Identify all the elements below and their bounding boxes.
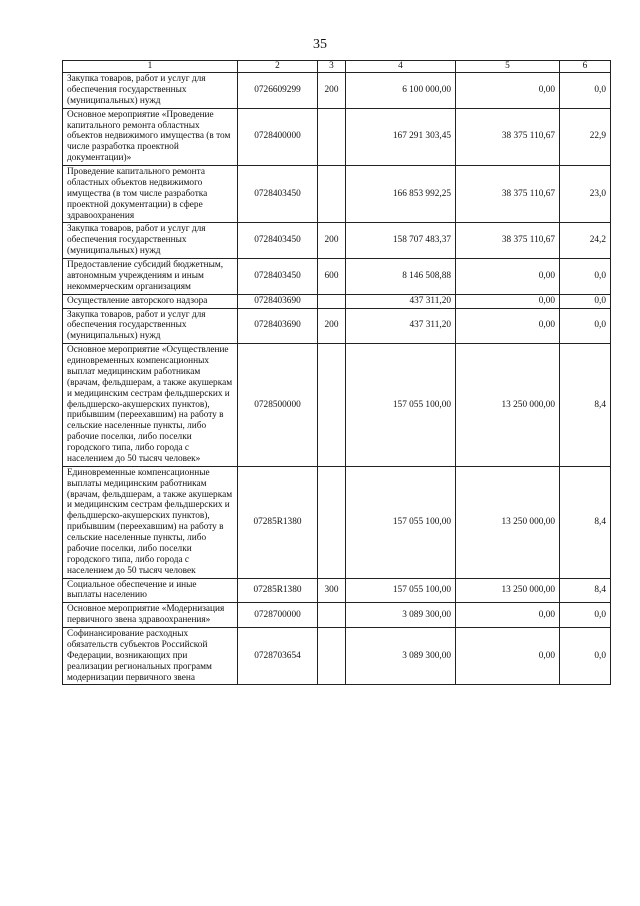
- target-code-cell: 07285R1380: [238, 578, 318, 603]
- actual-amount-cell: 38 375 110,67: [456, 166, 560, 223]
- page-number: 35: [313, 37, 327, 52]
- row-name-cell: Проведение капитального ремонта областных объектов недвижимого имущества (в том числе разработка проектной документации) в сфере здравоохранения: [63, 166, 238, 223]
- execution-percent-cell: 0,0: [560, 294, 611, 308]
- row-name-cell: Единовременные компенсационные выплаты медицинским работникам (врачам, фельдшерам, а также акушеркам и медицинским сестрам фельдшерских и фельдшерско-акушерских пунктов), прибывшим (переехавшим) на работу в сельские населенные пункты, либо рабочие поселки, либо поселки городского типа, либо города с населением до 50 тысяч человек: [63, 466, 238, 578]
- expense-type-cell: 200: [318, 223, 346, 259]
- target-code-cell: 0728500000: [238, 344, 318, 467]
- table-row: [63, 108, 611, 165]
- actual-amount-cell: 0,00: [456, 603, 560, 628]
- row-name-cell: Закупка товаров, работ и услуг для обеспечения государственных (муниципальных) нужд: [63, 308, 238, 344]
- planned-amount-cell: 157 055 100,00: [346, 578, 456, 603]
- planned-amount-cell: 157 055 100,00: [346, 466, 456, 578]
- planned-amount-cell: 8 146 508,88: [346, 259, 456, 295]
- planned-amount-cell: 167 291 303,45: [346, 108, 456, 165]
- planned-amount-cell: 6 100 000,00: [346, 73, 456, 109]
- expense-type-cell: [318, 344, 346, 467]
- target-code-cell: 0728700000: [238, 603, 318, 628]
- column-header: 6: [560, 61, 611, 73]
- expense-type-cell: [318, 466, 346, 578]
- execution-percent-cell: 24,2: [560, 223, 611, 259]
- actual-amount-cell: 0,00: [456, 308, 560, 344]
- row-name-cell: Основное мероприятие «Проведение капитального ремонта областных объектов недвижимого имущества (в том числе разработка проектной документации)»: [63, 108, 238, 165]
- table-row: [63, 294, 611, 308]
- target-code-cell: 0726609299: [238, 73, 318, 109]
- planned-amount-cell: 437 311,20: [346, 294, 456, 308]
- planned-amount-cell: 166 853 992,25: [346, 166, 456, 223]
- row-name-cell: Закупка товаров, работ и услуг для обеспечения государственных (муниципальных) нужд: [63, 223, 238, 259]
- table-row: [63, 223, 611, 259]
- execution-percent-cell: 0,0: [560, 628, 611, 685]
- actual-amount-cell: 13 250 000,00: [456, 578, 560, 603]
- table-row: [63, 603, 611, 628]
- planned-amount-cell: 158 707 483,37: [346, 223, 456, 259]
- actual-amount-cell: 13 250 000,00: [456, 344, 560, 467]
- target-code-cell: 0728403450: [238, 259, 318, 295]
- actual-amount-cell: 0,00: [456, 294, 560, 308]
- target-code-cell: 0728400000: [238, 108, 318, 165]
- target-code-cell: 0728403690: [238, 308, 318, 344]
- expense-type-cell: [318, 628, 346, 685]
- target-code-cell: 0728403450: [238, 166, 318, 223]
- row-name-cell: Софинансирование расходных обязательств субъектов Российской Федерации, возникающих при реализации региональных программ модернизации первичного звена: [63, 628, 238, 685]
- target-code-cell: 0728703654: [238, 628, 318, 685]
- actual-amount-cell: 0,00: [456, 628, 560, 685]
- expense-type-cell: [318, 603, 346, 628]
- actual-amount-cell: 13 250 000,00: [456, 466, 560, 578]
- column-header: 5: [456, 61, 560, 73]
- row-name-cell: Социальное обеспечение и иные выплаты населению: [63, 578, 238, 603]
- column-header: 4: [346, 61, 456, 73]
- expense-type-cell: 300: [318, 578, 346, 603]
- table-row: [63, 259, 611, 295]
- planned-amount-cell: 437 311,20: [346, 308, 456, 344]
- expense-type-cell: 200: [318, 73, 346, 109]
- target-code-cell: 07285R1380: [238, 466, 318, 578]
- execution-percent-cell: 0,0: [560, 259, 611, 295]
- table-row: [63, 466, 611, 578]
- table-row: [63, 344, 611, 467]
- actual-amount-cell: 0,00: [456, 73, 560, 109]
- target-code-cell: 0728403450: [238, 223, 318, 259]
- execution-percent-cell: 8,4: [560, 578, 611, 603]
- table-row: [63, 308, 611, 344]
- execution-percent-cell: 23,0: [560, 166, 611, 223]
- row-name-cell: Предоставление субсидий бюджетным, автономным учреждениям и иным некоммерческим организациям: [63, 259, 238, 295]
- planned-amount-cell: 157 055 100,00: [346, 344, 456, 467]
- actual-amount-cell: 0,00: [456, 259, 560, 295]
- expense-type-cell: [318, 294, 346, 308]
- budget-table: [62, 60, 611, 685]
- execution-percent-cell: 0,0: [560, 603, 611, 628]
- actual-amount-cell: 38 375 110,67: [456, 108, 560, 165]
- execution-percent-cell: 8,4: [560, 466, 611, 578]
- execution-percent-cell: 0,0: [560, 308, 611, 344]
- expense-type-cell: 200: [318, 308, 346, 344]
- column-header: 2: [238, 61, 318, 73]
- column-header: 3: [318, 61, 346, 73]
- row-name-cell: Закупка товаров, работ и услуг для обеспечения государственных (муниципальных) нужд: [63, 73, 238, 109]
- row-name-cell: Основное мероприятие «Осуществление единовременных компенсационных выплат медицинским работникам (врачам, фельдшерам, а также акушеркам и медицинским сестрам фельдшерских и фельдшерско-акушерских пунктов), прибывшим (переехавшим) на работу в сельские населенные пункты, либо рабочие поселки, либо поселки городского типа, либо города с населением до 50 тысяч человек»: [63, 344, 238, 467]
- planned-amount-cell: 3 089 300,00: [346, 603, 456, 628]
- expense-type-cell: [318, 108, 346, 165]
- column-header: 1: [63, 61, 238, 73]
- execution-percent-cell: 0,0: [560, 73, 611, 109]
- execution-percent-cell: 22,9: [560, 108, 611, 165]
- planned-amount-cell: 3 089 300,00: [346, 628, 456, 685]
- row-name-cell: Основное мероприятие «Модернизация первичного звена здравоохранения»: [63, 603, 238, 628]
- table-row: [63, 628, 611, 685]
- expense-type-cell: 600: [318, 259, 346, 295]
- table-row: [63, 73, 611, 109]
- table-header-row: [63, 61, 611, 73]
- table-row: [63, 578, 611, 603]
- expense-type-cell: [318, 166, 346, 223]
- table-row: [63, 166, 611, 223]
- row-name-cell: Осуществление авторского надзора: [63, 294, 238, 308]
- actual-amount-cell: 38 375 110,67: [456, 223, 560, 259]
- target-code-cell: 0728403690: [238, 294, 318, 308]
- execution-percent-cell: 8,4: [560, 344, 611, 467]
